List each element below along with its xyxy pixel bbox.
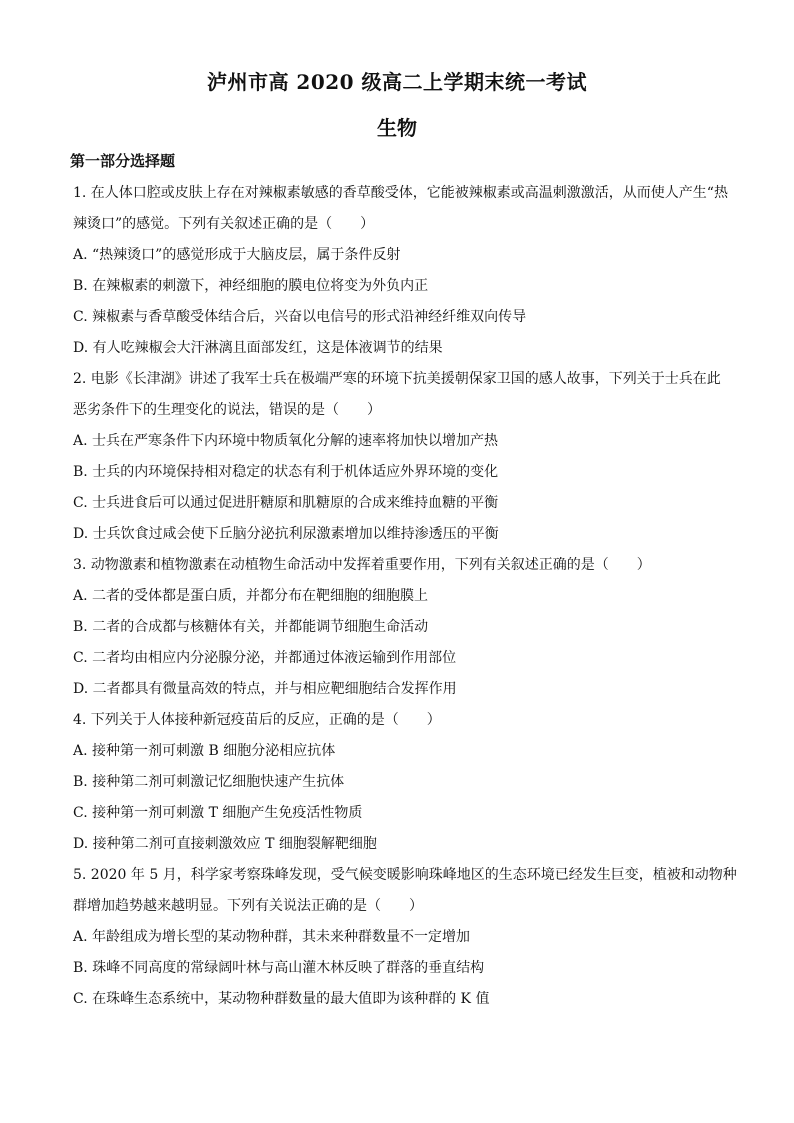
section-heading: 第一部分选择题: [70, 152, 176, 170]
question-3-option-c: C. 二者均由相应内分泌腺分泌，并都通过体液运输到作用部位: [73, 650, 457, 666]
question-2-stem-line-2: 恶劣条件下的生理变化的说法，错误的是（ ）: [73, 402, 381, 418]
question-5-option-a: A. 年龄组成为增长型的某动物种群，其未来种群数量不一定增加: [73, 929, 471, 945]
question-3-option-d: D. 二者都具有微量高效的特点，并与相应靶细胞结合发挥作用: [73, 681, 457, 697]
question-1-option-a: A. “热辣烫口”的感觉形成于大脑皮层，属于条件反射: [73, 247, 401, 263]
exam-title: 泸州市高 2020 级高二上学期末统一考试: [206, 70, 588, 94]
question-1-option-d: D. 有人吃辣椒会大汗淋漓且面部发红，这是体液调节的结果: [73, 340, 443, 356]
question-3-option-b: B. 二者的合成都与核糖体有关，并都能调节细胞生命活动: [73, 619, 429, 635]
subject-title: 生物: [377, 116, 417, 140]
question-3-option-a: A. 二者的受体都是蛋白质，并都分布在靶细胞的细胞膜上: [73, 588, 429, 604]
question-1-stem-line-2: 辣烫口”的感觉。下列有关叙述正确的是（ ）: [73, 216, 375, 232]
question-1-option-c: C. 辣椒素与香草酸受体结合后，兴奋以电信号的形式沿神经纤维双向传导: [73, 309, 527, 325]
question-4-stem-line-1: 4. 下列关于人体接种新冠疫苗后的反应，正确的是（ ）: [73, 712, 441, 728]
question-1-stem-line-1: 1. 在人体口腔或皮肤上存在对辣椒素敏感的香草酸受体，它能被辣椒素或高温刺激激活，从而使人产生“热: [73, 185, 728, 201]
question-4-option-a: A. 接种第一剂可刺激 B 细胞分泌相应抗体: [73, 743, 336, 759]
question-1-option-b: B. 在辣椒素的刺激下，神经细胞的膜电位将变为外负内正: [73, 278, 429, 294]
question-4-option-d: D. 接种第二剂可直接刺激效应 T 细胞裂解靶细胞: [73, 836, 377, 852]
question-4-option-c: C. 接种第一剂可刺激 T 细胞产生免疫活性物质: [73, 805, 363, 821]
question-2-option-a: A. 士兵在严寒条件下内环境中物质氧化分解的速率将加快以增加产热: [73, 433, 499, 449]
question-3-stem-line-1: 3. 动物激素和植物激素在动植物生命活动中发挥着重要作用，下列有关叙述正确的是（ ）: [73, 557, 651, 573]
question-5-option-b: B. 珠峰不同高度的常绿阔叶林与高山灌木林反映了群落的垂直结构: [73, 960, 485, 976]
question-5-option-c: C. 在珠峰生态系统中，某动物种群数量的最大值即为该种群的 K 值: [73, 991, 490, 1007]
question-2-stem-line-1: 2. 电影《长津湖》讲述了我军士兵在极端严寒的环境下抗美援朝保家卫国的感人故事，下列关于士兵在此: [73, 371, 721, 387]
question-5-stem-line-1: 5. 2020 年 5 月，科学家考察珠峰发现，受气候变暖影响珠峰地区的生态环境已经发生巨变，植被和动物种: [73, 867, 737, 883]
question-2-option-b: B. 士兵的内环境保持相对稳定的状态有利于机体适应外界环境的变化: [73, 464, 499, 480]
question-4-option-b: B. 接种第二剂可刺激记忆细胞快速产生抗体: [73, 774, 345, 790]
question-2-option-c: C. 士兵进食后可以通过促进肝糖原和肌糖原的合成来维持血糖的平衡: [73, 495, 499, 511]
question-5-stem-line-2: 群增加趋势越来越明显。下列有关说法正确的是（ ）: [73, 898, 423, 914]
question-2-option-d: D. 士兵饮食过咸会使下丘脑分泌抗利尿激素增加以维持渗透压的平衡: [73, 526, 499, 542]
